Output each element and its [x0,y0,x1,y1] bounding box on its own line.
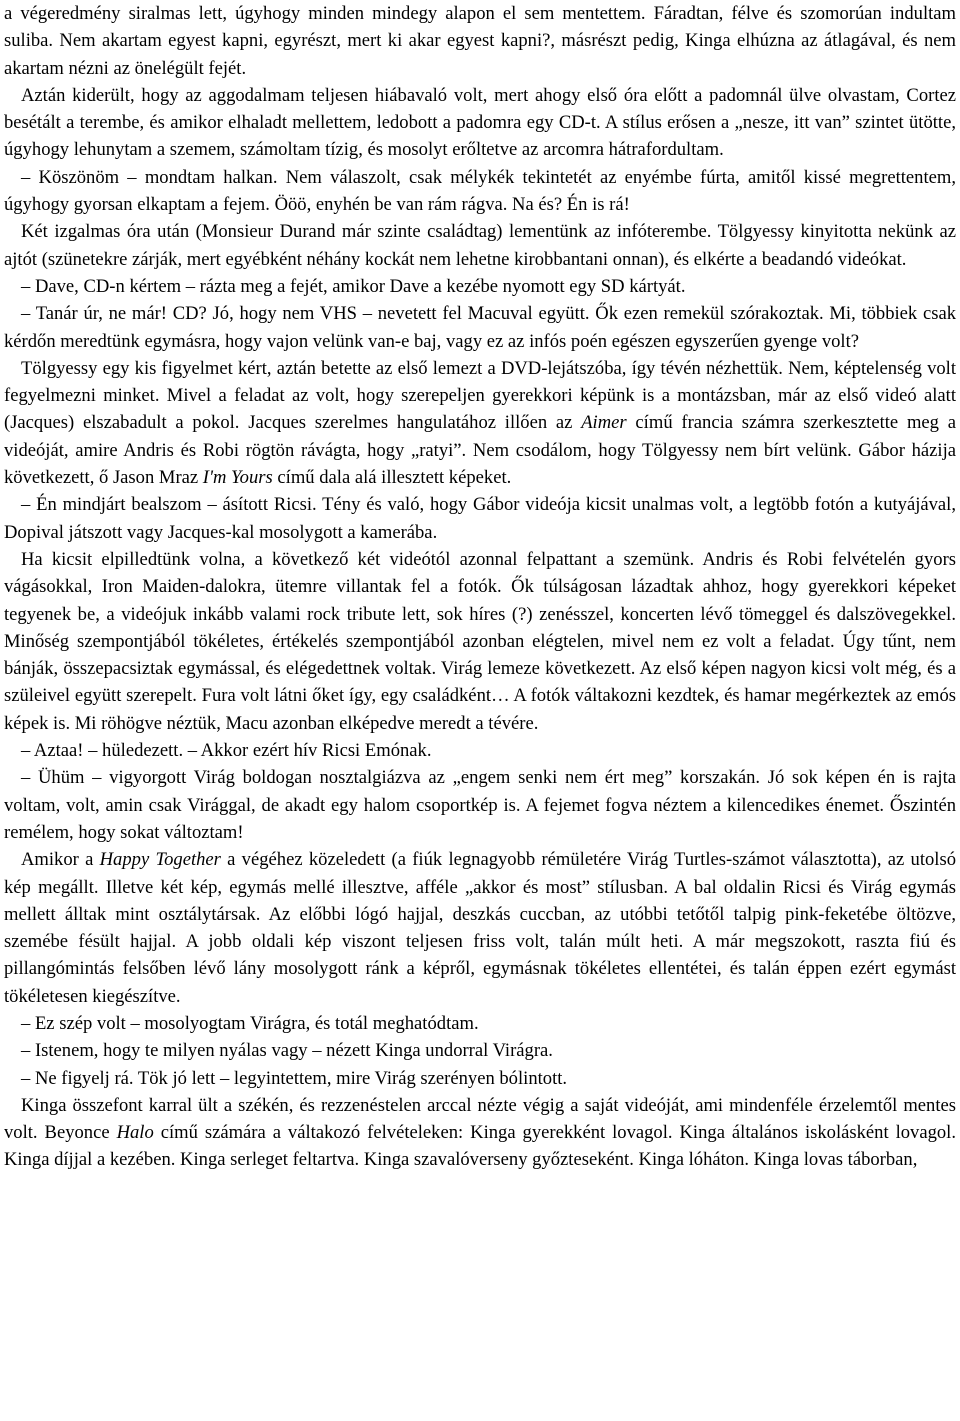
paragraph-text: a végeredmény siralmas lett, úgyhogy minden mindegy alapon el sem mentettem. Fáradtan, félve és szomorúan indultam suliba. Nem akartam egyest kapni, egyrészt, mert ki akar egyest kapni?, másrészt pedig, Kinga elhúzna az átlagával, és nem akartam nézni az önelégült fejét. [4,3,956,79]
paragraph-text: – Köszönöm – mondtam halkan. Nem válaszolt, csak mélykék tekintetét az enyémbe fúrta, amitől kissé megrettentem, úgyhogy gyorsan elkaptam a fejem. Ööö, enyhén be van rám rágva. Na és? Én is rá! [4,166,956,216]
paragraph [4,82,956,164]
paragraph [4,218,956,273]
paragraph-text: című francia számra szerkesztette meg a videóját, amire Andris és Robi rögtön rávágta, hogy „ratyi”. Nem csodálom, hogy Tölgyessy nem bírt velünk. Gábor házija következett, ő Jason Mraz [4,412,956,489]
italic-title: Happy Together [99,849,221,871]
paragraph-text: – Ez szép volt – mosolyogtam Virágra, és totál meghatódtam. [21,1012,479,1034]
paragraph [4,491,956,546]
paragraph-text: Két izgalmas óra után (Monsieur Durand már szinte családtag) lementünk az infóterembe. Tölgyessy kinyitotta nekünk az ajtót (szünetekre zárják, mert egyébként néhány kockát nem lehetne kirobbantani onnan), és elkérte a beadandó videókat. [4,221,956,270]
paragraph-text: – Ne figyelj rá. Tök jó lett – legyintettem, mire Virág szerényen bólintott. [21,1067,568,1089]
paragraph [4,1065,956,1092]
paragraph-text: Kinga összefont karral ült a székén, és rezzenéstelen arccal nézte végig a saját videóját, ami mindenféle érzelemtől mentes volt. Beyonce [4,1094,956,1144]
paragraph-text: című számára a váltakozó felvételeken: Kinga gyerekként lovagol. Kinga általános iskolásként lovagol. Kinga díjjal a kezében. Kinga serleget feltartva. Kinga szavalóverseny győzteseként. Kinga lóháton. Kinga lovas táborban, [4,1122,957,1171]
paragraph-text: a végéhez közeledett (a fiúk legnagyobb rémületére Virág Turtles-számot választotta), az utolsó kép megállt. Illetve két kép, egymás mellé illesztve, afféle „akkor és most” stílusban. A bal oldalin Ricsi és Virág egymás mellett álltak mint osztálytársak. Az előbbi lógó hajjal, deszkás cuccban, az utóbbi tetőtől talpig pink-feketébe öltözve, szemébe fésült hajjal. A jobb oldali kép viszont teljesen friss volt, talán múlt heti. A már megszokott, raszta fiú és pillangómintás felsőben lévő lány mosolygott ránk a képről, egymásnak tökéletes ellentétei, és talán éppen ezért egymást tökéletesen kiegészítve. [4,849,956,1007]
paragraph-text: Amikor a [21,849,100,871]
paragraph-text: című dala alá illesztett képeket. [272,467,512,489]
paragraph-text: – Tanár úr, ne már! CD? Jó, hogy nem VHS – nevetett fel Macuval együtt. Ők ezen remekül szórakoztak. Mi, többiek csak kérdőn meredtünk egymásra, hogy vajon velünk van-e baj, vagy ez az infós poén egészen egyszerűen gyenge volt? [4,303,956,352]
paragraph [4,1092,956,1174]
paragraph-text: Ha kicsit elpilledtünk volna, a következő két videótól azonnal felpattant a szemünk. Andris és Robi felvételén gyors vágásokkal, Iron Maiden-dalokra, ütemre villantak fel a fotók. Ők túlságosan lázadtak ahhoz, hogy gyerekkori képeket tegyenek be, a videójuk inkább valami rock tribute lett, sok híres (?) zenésszel, koncerten lévő tömeggel és dalszövegekkel. Minőség szempontjából tökéletes, értékelés szempontjából azonban elégtelen, mivel nem ez volt a feladat. Úgy tűnt, nem bánják, összepacsiztak egymással, és elégedettnek voltak. Virág lemeze következett. Az első képen nagyon kicsi volt még, és a szüleivel együtt szerepelt. Fura volt látni őket így, egy családként… A fotók váltakozni kezdtek, és hamar megérkeztek az emós képek is. Mi röhögve néztük, Macu azonban elképedve meredt a tévére. [4,548,956,734]
italic-title: I'm Yours [202,467,273,489]
paragraph [4,164,956,219]
paragraph-text: – Dave, CD-n kértem – rázta meg a fejét, amikor Dave a kezébe nyomott egy SD kártyát. [21,275,686,297]
paragraph [4,846,956,1010]
paragraph-text: – Aztaa! – hüledezett. – Akkor ezért hív Ricsi Emónak. [21,740,432,762]
paragraph [4,546,956,737]
paragraph [4,273,956,300]
paragraph [4,737,956,764]
paragraph [4,0,956,82]
paragraph-text: – Én mindjárt bealszom – ásított Ricsi. Tény és való, hogy Gábor videója kicsit unalmas volt, a legtöbb fotón a kutyájával, Dopival játszott vagy Jacques-kal mosolygott a kamerába. [4,494,956,543]
paragraph [4,355,956,491]
paragraph-text: – Ühüm – vigyorgott Virág boldogan nosztalgiázva az „engem senki nem ért meg” korszakán. Jó sok képen én is rajta voltam, volt, amin csak Virággal, de akadt egy halom csoportkép is. A fejemet fogva néztem a kilencedikes énemet. Őszintén remélem, hogy sokat változtam! [4,767,956,843]
paragraph [4,1037,956,1064]
paragraph [4,764,956,846]
italic-title: Halo [116,1122,154,1144]
paragraph [4,1010,956,1037]
paragraph-text: Aztán kiderült, hogy az aggodalmam teljesen hiábavaló volt, mert ahogy első óra előtt a padomnál ülve olvastam, Cortez besétált a terembe, és amikor elhaladt mellettem, ledobott a padomra egy CD-t. A stílus erősen a „nesze, itt van” szintet ütötte, úgyhogy lehunytam a szemem, számoltam tízig, és mosolyt erőltetve az arcomra hátrafordultam. [4,84,956,161]
paragraph-text: Tölgyessy egy kis figyelmet kért, aztán betette az első lemezt a DVD-lejátszóba, így tévén nézhettük. Nem, képtelenség volt fegyelmezni minket. Mivel a feladat az volt, hogy szerepeljen gyerekkori képünk is a montázsban, már az első videó alatt (Jacques) elszabadult a pokol. Jacques szerelmes hangulatához illően az [4,357,956,434]
italic-title: Aimer [581,412,627,434]
paragraph [4,300,956,355]
paragraph-text: – Istenem, hogy te milyen nyálas vagy – nézett Kinga undorral Virágra. [21,1040,553,1062]
